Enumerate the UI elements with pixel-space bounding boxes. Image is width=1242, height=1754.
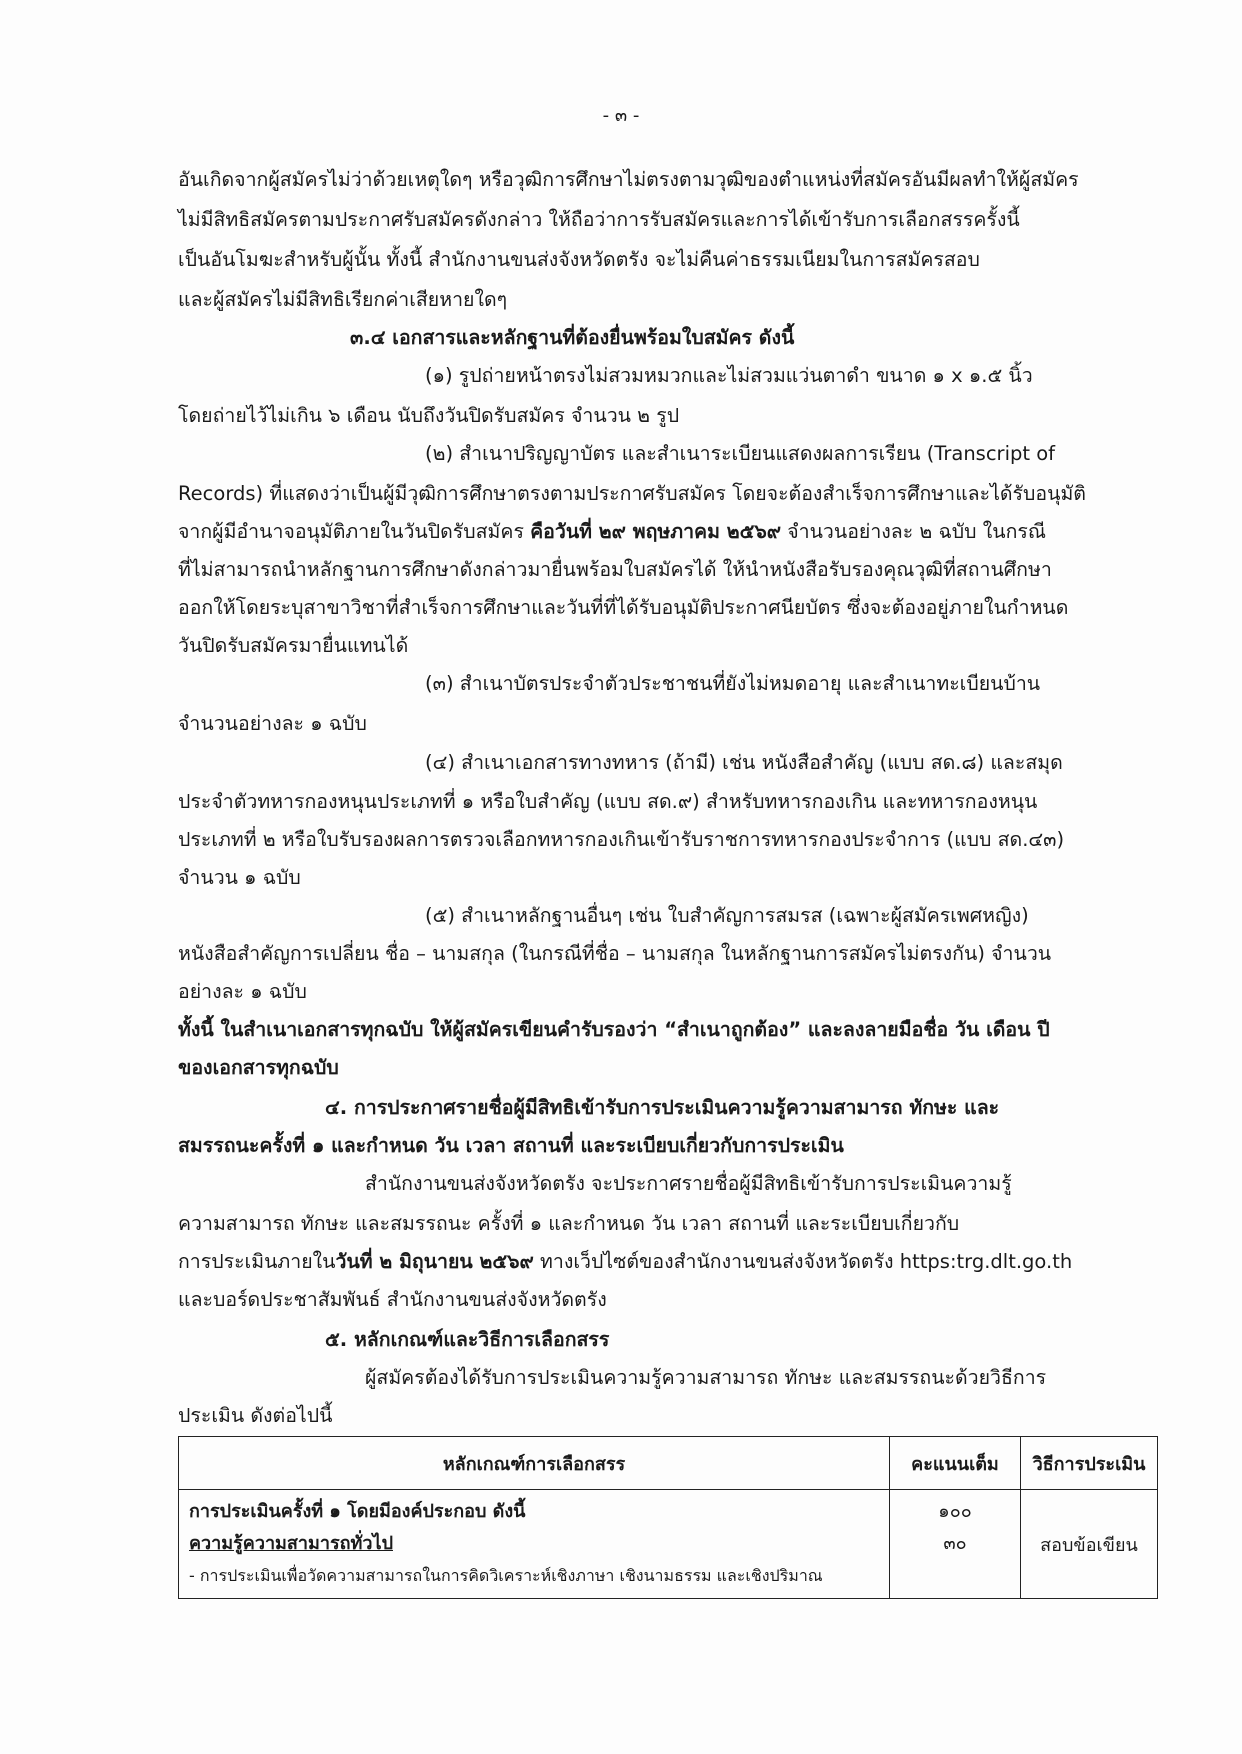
item1-line: โดยถ่ายไว้ไม่เกิน ๖ เดือน นับถึงวันปิดรับสมัคร จำนวน ๒ รูป bbox=[178, 404, 680, 427]
section-5-heading: ๕. หลักเกณฑ์และวิธีการเลือกสรร bbox=[325, 1328, 610, 1351]
section-4-heading: ๔. การประกาศรายชื่อผู้มีสิทธิเข้ารับการประเมินความรู้ความสามารถ ทักษะ และ bbox=[325, 1096, 1000, 1119]
intro-line: อันเกิดจากผู้สมัครไม่ว่าด้วยเหตุใดๆ หรือวุฒิการศึกษาไม่ตรงตามวุฒิของตำแหน่งที่สมัครอันมีผลทำให้ผู้สมัคร bbox=[178, 168, 1079, 191]
section4-line: และบอร์ดประชาสัมพันธ์ สำนักงานขนส่งจังหวัดตรัง bbox=[178, 1288, 607, 1311]
item2-line: ออกให้โดยระบุสาขาวิชาที่สำเร็จการศึกษาและวันที่ที่ได้รับอนุมัติประกาศนียบัตร ซึ่งจะต้องอยู่ภายในกำหนด bbox=[178, 596, 1069, 619]
item3-line: (๓) สำเนาบัตรประจำตัวประชาชนที่ยังไม่หมดอายุ และสำเนาทะเบียนบ้าน bbox=[425, 672, 1041, 695]
page-number: - ๓ - bbox=[602, 105, 640, 126]
item4-line: จำนวน ๑ ฉบับ bbox=[178, 866, 301, 889]
item5-line: หนังสือสำคัญการเปลี่ยน ชื่อ – นามสกุล (ในกรณีที่ชื่อ – นามสกุล ในหลักฐานการสมัครไม่ตรงกัน) จำนวน bbox=[178, 942, 1052, 965]
intro-line: ไม่มีสิทธิสมัครตามประกาศรับสมัครดังกล่าว ให้ถือว่าการรับสมัครและการได้เข้ารับการเลือกสรรครั้งนี้ bbox=[178, 208, 1020, 231]
section4-line: การประเมินภายในวันที่ ๒ มิถุนายน ๒๕๖๙ ทางเว็ปไซต์ของสำนักงานขนส่งจังหวัดตรัง https:trg.dlt.go.th bbox=[178, 1250, 1073, 1273]
intro-line: และผู้สมัครไม่มีสิทธิเรียกค่าเสียหายใดๆ bbox=[178, 288, 508, 311]
row-title: การประเมินครั้งที่ ๑ โดยมีองค์ประกอบ ดังนี้ bbox=[189, 1501, 526, 1522]
item5-line: อย่างละ ๑ ฉบับ bbox=[178, 980, 307, 1003]
section4-line: ความสามารถ ทักษะ และสมรรถนะ ครั้งที่ ๑ และกำหนด วัน เวลา สถานที่ และระเบียบเกี่ยวกับ bbox=[178, 1212, 960, 1235]
section5-line: ผู้สมัครต้องได้รับการประเมินความรู้ความสามารถ ทักษะ และสมรรถนะด้วยวิธีการ bbox=[365, 1366, 1047, 1389]
item2-line: (๒) สำเนาปริญญาบัตร และสำเนาระเบียนแสดงผลการเรียน (Transcript of bbox=[425, 442, 1056, 465]
score-sub: ๓๐ bbox=[943, 1533, 967, 1554]
table-row bbox=[179, 1490, 1158, 1599]
section-4-heading: สมรรถนะครั้งที่ ๑ และกำหนด วัน เวลา สถานที่ และระเบียบเกี่ยวกับการประเมิน bbox=[178, 1134, 844, 1157]
item2-line: ที่ไม่สามารถนำหลักฐานการศึกษาดังกล่าวมายื่นพร้อมใบสมัครได้ ให้นำหนังสือรับรองคุณวุฒิที่สถานศึกษา bbox=[178, 558, 1052, 581]
item2-line: จากผู้มีอำนาจอนุมัติภายในวันปิดรับสมัคร คือวันที่ ๒๙ พฤษภาคม ๒๕๖๙ จำนวนอย่างละ ๒ ฉบับ ในกรณี bbox=[178, 520, 1046, 543]
row-description: - การประเมินเพื่อวัดความสามารถในการคิดวิเคราะห์เชิงภาษา เชิงนามธรรม และเชิงปริมาณ bbox=[189, 1566, 823, 1585]
table-header: หลักเกณฑ์การเลือกสรร bbox=[179, 1437, 890, 1490]
item1-line: (๑) รูปถ่ายหน้าตรงไม่สวมหมวกและไม่สวมแว่นตาดำ ขนาด ๑ x ๑.๕ นิ้ว bbox=[425, 364, 1033, 387]
item3-line: จำนวนอย่างละ ๑ ฉบับ bbox=[178, 712, 367, 735]
score-total: ๑๐๐ bbox=[938, 1501, 972, 1522]
note-line: ของเอกสารทุกฉบับ bbox=[178, 1056, 339, 1079]
note-line: ทั้งนี้ ในสำเนาเอกสารทุกฉบับ ให้ผู้สมัครเขียนคำรับรองว่า “สำเนาถูกต้อง” และลงลายมือชื่อ วัน เดือน ปี bbox=[178, 1018, 1050, 1041]
section5-line: ประเมิน ดังต่อไปนี้ bbox=[178, 1404, 333, 1427]
table-header: คะแนนเต็ม bbox=[890, 1437, 1021, 1490]
table-header-row bbox=[179, 1437, 1158, 1490]
method-cell: สอบข้อเขียน bbox=[1021, 1490, 1158, 1599]
score-cell bbox=[890, 1490, 1021, 1599]
row-subheading: ความรู้ความสามารถทั่วไป bbox=[189, 1533, 393, 1554]
table-header: วิธีการประเมิน bbox=[1021, 1437, 1158, 1490]
item2-line: วันปิดรับสมัครมายื่นแทนได้ bbox=[178, 634, 409, 657]
item5-line: (๕) สำเนาหลักฐานอื่นๆ เช่น ใบสำคัญการสมรส (เฉพาะผู้สมัครเพศหญิง) bbox=[425, 904, 1029, 927]
criteria-cell bbox=[179, 1490, 890, 1599]
item4-line: (๔) สำเนาเอกสารทางทหาร (ถ้ามี) เช่น หนังสือสำคัญ (แบบ สด.๘) และสมุด bbox=[425, 751, 1063, 774]
section-3-4-heading: ๓.๔ เอกสารและหลักฐานที่ต้องยื่นพร้อมใบสมัคร ดังนี้ bbox=[350, 326, 795, 349]
item4-line: ประจำตัวทหารกองหนุนประเภทที่ ๑ หรือใบสำคัญ (แบบ สด.๙) สำหรับทหารกองเกิน และทหารกองหนุน bbox=[178, 790, 1038, 813]
intro-line: เป็นอันโมฆะสำหรับผู้นั้น ทั้งนี้ สำนักงานขนส่งจังหวัดตรัง จะไม่คืนค่าธรรมเนียมในการสมัครสอบ bbox=[178, 248, 980, 271]
criteria-table bbox=[178, 1436, 1158, 1599]
item2-line: Records) ที่แสดงว่าเป็นผู้มีวุฒิการศึกษาตรงตามประกาศรับสมัคร โดยจะต้องสำเร็จการศึกษาและได้รับอนุมัติ bbox=[178, 482, 1086, 505]
item4-line: ประเภทที่ ๒ หรือใบรับรองผลการตรวจเลือกทหารกองเกินเข้ารับราชการทหารกองประจำการ (แบบ สด.๔๓) bbox=[178, 828, 1065, 851]
section4-line: สำนักงานขนส่งจังหวัดตรัง จะประกาศรายชื่อผู้มีสิทธิเข้ารับการประเมินความรู้ bbox=[365, 1172, 1012, 1195]
